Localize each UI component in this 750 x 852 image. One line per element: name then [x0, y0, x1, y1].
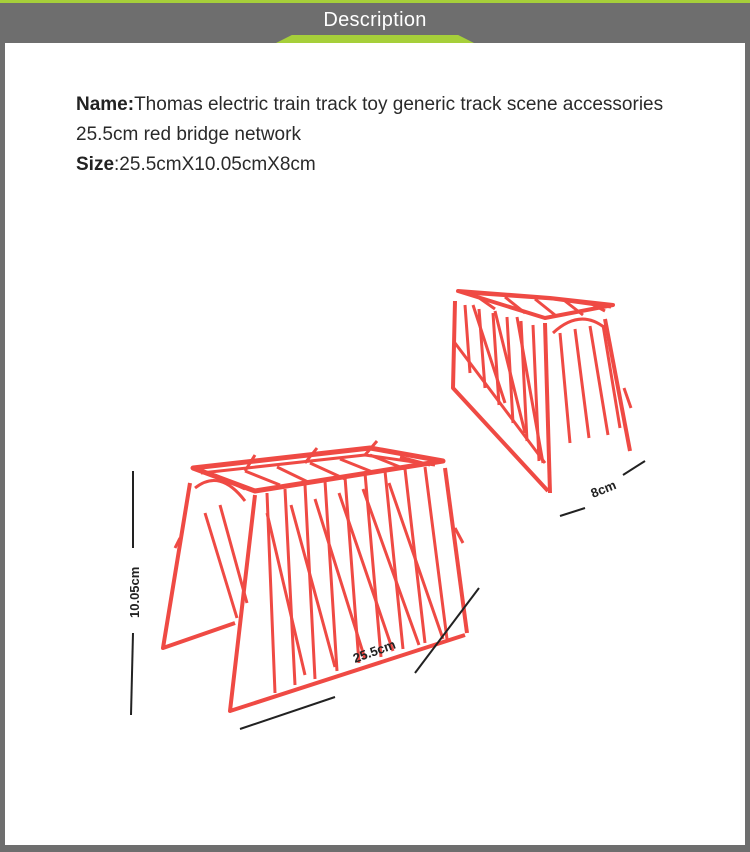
size-value: :25.5cmX10.05cmX8cm [114, 154, 316, 175]
name-value: Thomas electric train track toy generic track scene accessories 25.5cm red bridge network [76, 94, 664, 145]
size-label: Size [76, 154, 115, 175]
name-label: Name: [76, 94, 135, 115]
width-dimension-line-left [560, 508, 585, 516]
width-dimension-label: 8cm [588, 477, 619, 501]
content-panel [5, 43, 745, 845]
rear-bridge [453, 291, 631, 493]
height-dimension-label: 10.05cm [127, 566, 142, 618]
width-dimension-line-right [623, 461, 645, 475]
front-bridge [163, 441, 467, 711]
section-title: Description [323, 9, 427, 31]
length-dimension-label: 25.5cm [350, 636, 398, 666]
header-accent-tab [276, 35, 474, 43]
height-dimension-line-bottom [131, 633, 133, 715]
section-header [0, 3, 750, 40]
bridge-product-image [5, 43, 745, 845]
